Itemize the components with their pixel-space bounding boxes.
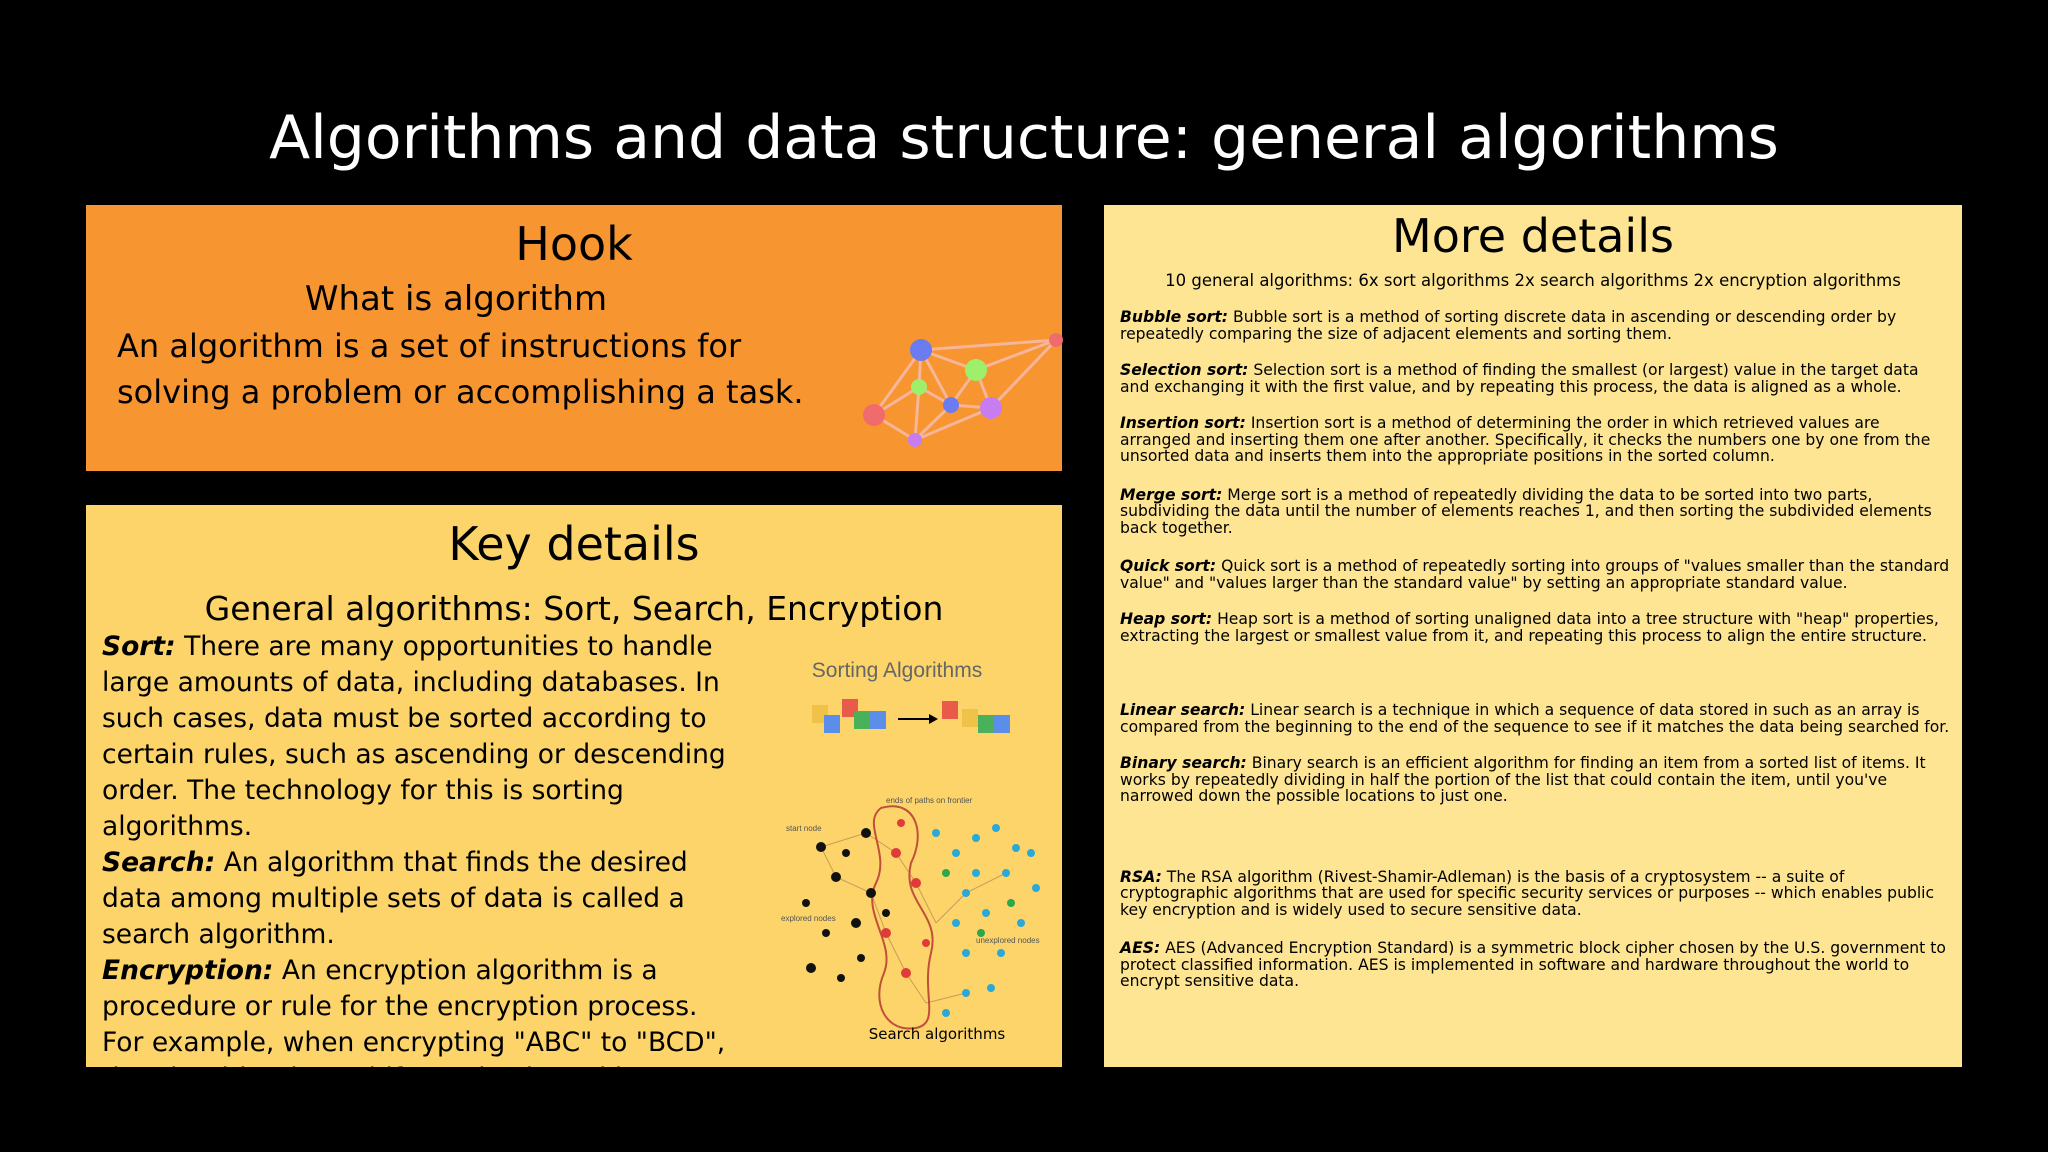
detail-text: Insertion sort is a method of determining the order in which retrieved values are arranged and inserting them one after another. Specifically, it checks the numbers one by one from the unsorted data and inserts them into the appropriate positions in the sorted column.	[1120, 414, 1931, 465]
detail-term: Linear search:	[1120, 701, 1246, 719]
key-details-heading: Key details	[448, 517, 700, 571]
search-label-unexplored: unexplored nodes	[976, 936, 1040, 945]
key-details-body	[102, 629, 742, 1133]
detail-text: Selection sort is a method of finding the smallest (or largest) value in the target data and exchanging it with the first value, and by repeating this process, the data is aligned as a whole.	[1120, 361, 1919, 396]
key-item-search	[102, 845, 742, 953]
hook-panel	[86, 205, 1062, 471]
key-item-text: An algorithm that finds the desired data among multiple sets of data is called a search algorithm.	[102, 847, 688, 950]
key-item-term: Encryption:	[102, 955, 274, 986]
detail-heap-sort	[1120, 611, 1950, 644]
detail-term: AES:	[1120, 939, 1161, 957]
detail-text: Merge sort is a method of repeatedly dividing the data to be sorted into two parts, subdividing the data until the number of elements reaches 1, and then sorting the subdivided elements back together.	[1120, 485, 1932, 537]
detail-text: Linear search is a technique in which a sequence of data stored in such as an array is compared from the beginning to the end of the sequence to see if it matches the data being searched for.	[1120, 701, 1950, 736]
detail-selection-sort	[1120, 362, 1950, 395]
detail-text: Binary search is an efficient algorithm for finding an item from a sorted list of items. It works by repeatedly dividing in half the portion of the list that could contain the item, until you've narrowed down the possible locations to just one.	[1120, 754, 1926, 805]
search-label-start: start node	[786, 824, 822, 833]
search-caption: Search algorithms	[868, 1025, 1006, 1043]
detail-text: AES (Advanced Encryption Standard) is a symmetric block cipher chosen by the U.S. government to protect classified information. AES is implemented in software and hardware throughout the world to encrypt sensitive data.	[1120, 939, 1946, 990]
sorting-algorithms-image	[786, 653, 1046, 763]
hook-body: An algorithm is a set of instructions for solving a problem or accomplishing a task.	[117, 327, 804, 411]
detail-term: Binary search:	[1120, 754, 1247, 772]
key-details-panel	[86, 505, 1062, 1130]
hook-heading: Hook	[515, 217, 633, 271]
sort-figure-title: Sorting Algorithms	[811, 659, 983, 682]
key-item-sort	[102, 629, 742, 845]
detail-text: Heap sort is a method of sorting unaligned data into a tree structure with "heap" properties, extracting the largest or smallest value from it, and repeating this process to align the entire structure.	[1120, 610, 1939, 645]
key-item-term: Sort:	[102, 631, 176, 662]
detail-rsa	[1120, 869, 1950, 919]
more-details-list	[1120, 309, 1950, 990]
detail-term: Quick sort:	[1120, 557, 1217, 575]
key-item-encryption	[102, 953, 742, 1133]
detail-text: The RSA algorithm (Rivest-Shamir-Adleman) is the basis of a cryptosystem -- a suite of cryptographic algorithms that are used for specific security services or purposes -- which enables public key encryption and is widely used to secure sensitive data.	[1120, 867, 1935, 919]
detail-linear-search	[1120, 702, 1950, 735]
detail-term: Bubble sort:	[1120, 308, 1229, 326]
slide-title: Algorithms and data structure: general algorithms	[269, 103, 1779, 173]
detail-term: Merge sort:	[1120, 485, 1223, 504]
search-algorithms-image	[766, 793, 1116, 1043]
detail-text: Bubble sort is a method of sorting discrete data in ascending or descending order by repeatedly comparing the size of adjacent elements and sorting them.	[1120, 308, 1897, 343]
detail-term: RSA:	[1120, 867, 1162, 886]
detail-term: Selection sort:	[1120, 361, 1249, 379]
more-details-intro: 10 general algorithms: 6x sort algorithms 2x search algorithms 2x encryption algorithms	[1165, 271, 1901, 290]
detail-binary-search	[1120, 755, 1950, 805]
search-label-explored: explored nodes	[781, 914, 836, 923]
more-details-panel	[1104, 205, 1962, 1067]
detail-aes	[1120, 940, 1950, 990]
search-label-ends: ends of paths on frontier	[886, 796, 973, 805]
detail-bubble-sort	[1120, 309, 1950, 342]
detail-quick-sort	[1120, 558, 1950, 591]
detail-insertion-sort	[1120, 415, 1950, 465]
network-graph-image	[811, 315, 1121, 470]
more-details-heading: More details	[1392, 209, 1674, 263]
detail-term: Insertion sort:	[1120, 414, 1246, 432]
hook-subheading: What is algorithm	[304, 279, 608, 319]
key-details-subheading: General algorithms: Sort, Search, Encryption	[204, 589, 944, 628]
detail-merge-sort	[1120, 487, 1950, 537]
key-item-text: An encryption algorithm is a procedure or rule for the encryption process. For example, when encrypting "ABC" to "BCD", the algorithm is to shift one backward in alphabetical order.	[102, 955, 726, 1130]
detail-text: Quick sort is a method of repeatedly sorting into groups of "values smaller than the standard value" and "values larger than the standard value" by setting an appropriate standard value.	[1120, 557, 1950, 592]
key-item-text: There are many opportunities to handle large amounts of data, including databases. In such cases, data must be sorted according to certain rules, such as ascending or descending order. The technology for this is sorting algorithms.	[102, 631, 726, 842]
detail-term: Heap sort:	[1120, 610, 1213, 628]
key-item-term: Search:	[102, 847, 216, 878]
